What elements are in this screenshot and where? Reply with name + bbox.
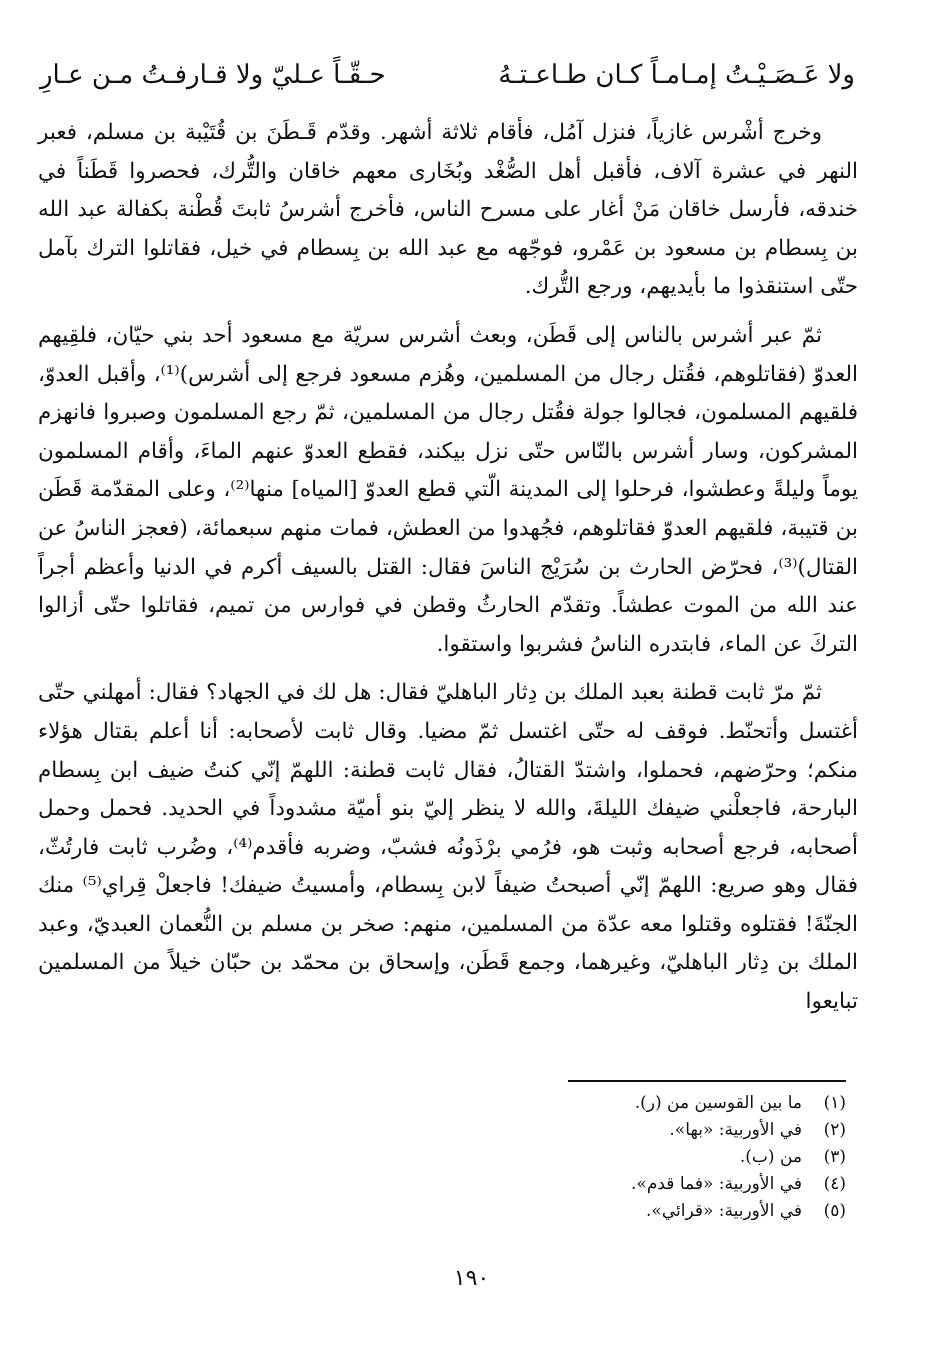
- paragraph: وخرج أشْرس غازياً، فنزل آمُل، فأقام ثلاثة أشهر. وقدّم قَـطَنَ بن قُتَيْبة بن مسلم، فعبر النهر في عشرة آلاف، فأقبل أهل الصُّغْد وبُخَارى معهم خاقان والتُّرك، فحصروا قَطَناً في خندقه، فأرسل خاقان مَنْ أغار على مسرح الناس، فأخرج أشرسُ ثابتَ قُطْنة بكفالة عبد الله بن بِسطام بن مسعود بن عَمْرو، فوجّهه مع عبد الله بن بِسطام في خيل، فقاتلوا الترك بآمل حتّى استنقذوا ما بأيديهم، ورجع التُّرك.: [38, 120, 858, 300]
- footnote-number: (١): [823, 1093, 846, 1113]
- paragraph: ثمّ عبر أشرس بالناس إلى قَطَن، وبعث أشرس سريّة مع مسعود أحد بني حيّان، فلقِيهم العدوّ (فقاتلوهم، فقُتل رجال من المسلمين، وهُزم مسعود فرجع إلى أشرس)⁽¹⁾، وأقبل العدوّ، فلقيهم المسلمون، فجالوا جولة فقُتل رجال من المسلمين، ثمّ رجع المسلمون وصبروا فانهزم المشركون، وسار أشرس بالنّاس حتّى نزل بيكند، فقطع العدوّ عنهم الماءَ، وأقام المسلمون يوماً وليلةً وعطشوا، فرحلوا إلى المدينة الّتي قطع العدوّ [المياه] منها⁽²⁾، وعلى المقدّمة قَطَن بن قتيبة، فلقيهم العدوّ فقاتلوهم، فجُهدوا من العطش، فمات منهم سبعمائة، (فعجز الناسُ عن القتال)⁽³⁾، فحرّض الحارث بن سُرَيْج الناسَ فقال: القتل بالسيف أكرم في الدنيا وأعظم أجراً عند الله من الموت عطشاً. وتقدّم الحارثُ وقطن في فوارس من تميم، فقاتلوا حتّى أزالوا التركَ عن الماء، فابتدره الناسُ فشربوا واستقوا.: [38, 322, 859, 657]
- footnote-number: (٣): [823, 1147, 846, 1167]
- footnote-text: في الأوربية: «فما قدم».: [631, 1174, 802, 1194]
- verse-left-hemistich: حـقّـاً عـليّ ولا قـارفـتُ مـن عـارِ: [40, 60, 386, 90]
- footnote: [420, 1090, 846, 1117]
- footnote-divider: [568, 1080, 846, 1082]
- footnote: [420, 1171, 846, 1198]
- footnotes: [420, 1090, 846, 1225]
- footnote: [420, 1117, 846, 1144]
- poetry-verse: [40, 52, 855, 98]
- footnote-number: (٥): [823, 1201, 846, 1221]
- footnote-number: (٢): [823, 1120, 846, 1140]
- verse-right-hemistich: ولا عَـصَـيْـتُ إمـامـاً كـان طـاعـتـهُ: [498, 60, 855, 90]
- footnote-number: (٤): [823, 1174, 846, 1194]
- footnote: [420, 1144, 846, 1171]
- footnote-text: في الأوربية: «بها».: [669, 1120, 802, 1140]
- footnote-text: في الأوربية: «قرائي».: [646, 1201, 802, 1221]
- page-number: ١٩٠: [453, 1266, 490, 1291]
- main-text: [38, 114, 858, 1032]
- paragraph: ثمّ مرّ ثابت قطنة بعبد الملك بن دِثار الباهليّ فقال: هل لك في الجهاد؟ فقال: أمهلني حتّى أغتسل وأتحنّط. فوقف له حتّى اغتسل ثمّ مضيا. وقال ثابت لأصحابه: أنا أعلم بقتال هؤلاء منكم؛ وحرّضهم، فحملوا، واشتدّ القتالُ، فقال ثابت قطنة: اللهمّ إنّي كنتُ ضيف ابن بِسطام البارحة، فاجعلْني ضيفك الليلةَ، والله لا ينظر إليّ بنو أميّة مشدوداً في الحديد. فحمل وحمل أصحابه، فرجع أصحابه وثبت هو، فرُمي برْذَونُه فشبّ، وضربه فأقدم⁽⁴⁾، وضُرب ثابت فارتُثّ، فقال وهو صريع: اللهمّ إنّي أصبحتُ ضيفاً لابن بِسطام، وأمسيتُ ضيفك! فاجعلْ قِراي⁽⁵⁾ منك الجنّةَ! فقتلوه وقتلوا معه عدّة من المسلمين، منهم: صخر بن مسلم بن النُّعمان العبديّ، وعبد الملك بن دِثار الباهليّ، وغيرهما، وجمع قَطَن، وإسحاق بن محمّد بن حبّان خيلاً من المسلمين تبايعوا: [38, 680, 858, 1015]
- footnote: [420, 1198, 846, 1225]
- footnote-text: ما بين القوسين من (ر).: [634, 1093, 802, 1113]
- footnote-text: من (ب).: [739, 1147, 802, 1167]
